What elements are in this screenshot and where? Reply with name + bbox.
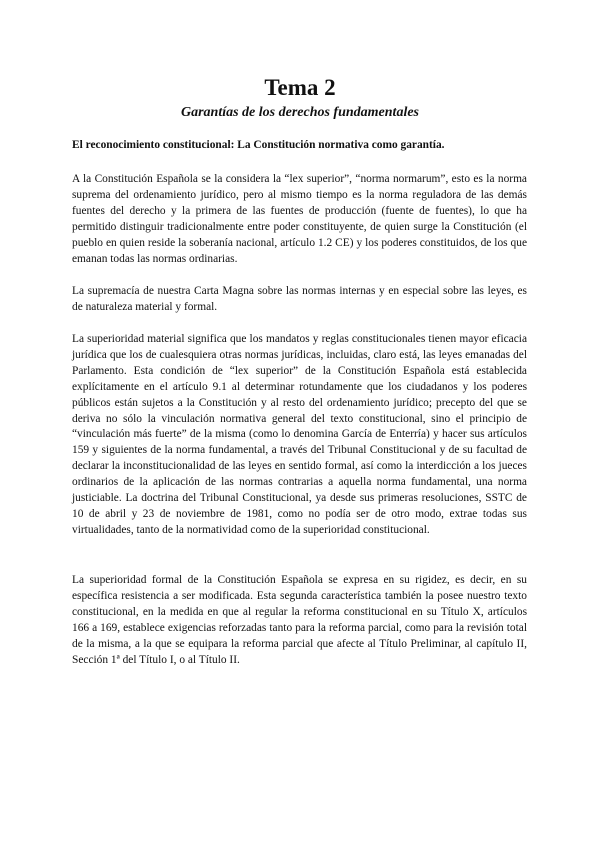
paragraph-4: La superioridad formal de la Constitución Española se expresa en su rigidez, es decir, en su específica resistencia a ser modificada. Esta segunda característica también la posee nuestro texto constitucional, en la medida en que al regular la reforma constitucional en su Título X, artículos 166 a 169, establece exigencias reforzadas tanto para la reforma parcial, como para la revisión total de la misma, a la que se equipara la reforma parcial que afecte al Título Preliminar, al capítulo II, Sección 1ª del Título I, o al Título II. xyxy=(72,574,527,666)
page-title: Tema 2 xyxy=(264,75,336,100)
paragraph-2: La supremacía de nuestra Carta Magna sobre las normas internas y en especial sobre las leyes, es de naturaleza material y formal. xyxy=(72,285,527,313)
section-heading: El reconocimiento constitucional: La Constitución normativa como garantía. xyxy=(72,139,445,151)
paragraph-1: A la Constitución Española se la considera la “lex superior”, “norma normarum”, esto es la norma suprema del ordenamiento jurídico, pero al mismo tiempo es la norma reguladora de las demás fuentes del derecho y la primera de las fuentes de producción (fuente de fuentes), lo que ha permitido distinguir tradicionalmente entre poder constituyente, de quien surge la Constitución (el pueblo en quien reside la soberanía nacional, artículo 1.2 CE) y los poderes constituidos, de los que emanan todas las normas ordinarias. xyxy=(72,173,527,265)
page-subtitle: Garantías de los derechos fundamentales xyxy=(180,105,419,120)
paragraph-3: La superioridad material significa que los mandatos y reglas constitucionales tienen mayor eficacia jurídica que los de cualesquiera otras normas jurídicas, incluidas, claro está, las leyes emanadas del Parlamento. Esta condición de “lex superior” de la Constitución Española está establecida explícitamente en el artículo 9.1 al determinar rotundamente que los ciudadanos y los poderes públicos están sujetos a la Constitución y al resto del ordenamiento jurídico; precepto del que se deriva no sólo la vinculación normativa general del texto constitucional, sino el principio de “vinculación más fuerte” de la misma (como lo denomina García de Enterría) y hacer sus artículos 159 y siguientes de la norma fundamental, a través del Tribunal Constitucional y de su facultad de declarar la inconstitucionalidad de las leyes en sentido formal, así como la interdicción a los jueces ordinarios de la aplicación de las normas contrarias a aquella norma fundamental, una norma justiciable. La doctrina del Tribunal Constitucional, ya desde sus primeras resoluciones, SSTC de 10 de abril y 23 de noviembre de 1981, como no podía ser de otro modo, extrae todas sus virtualidades, tanto de la normatividad como de la superioridad constitucional. xyxy=(72,333,527,536)
